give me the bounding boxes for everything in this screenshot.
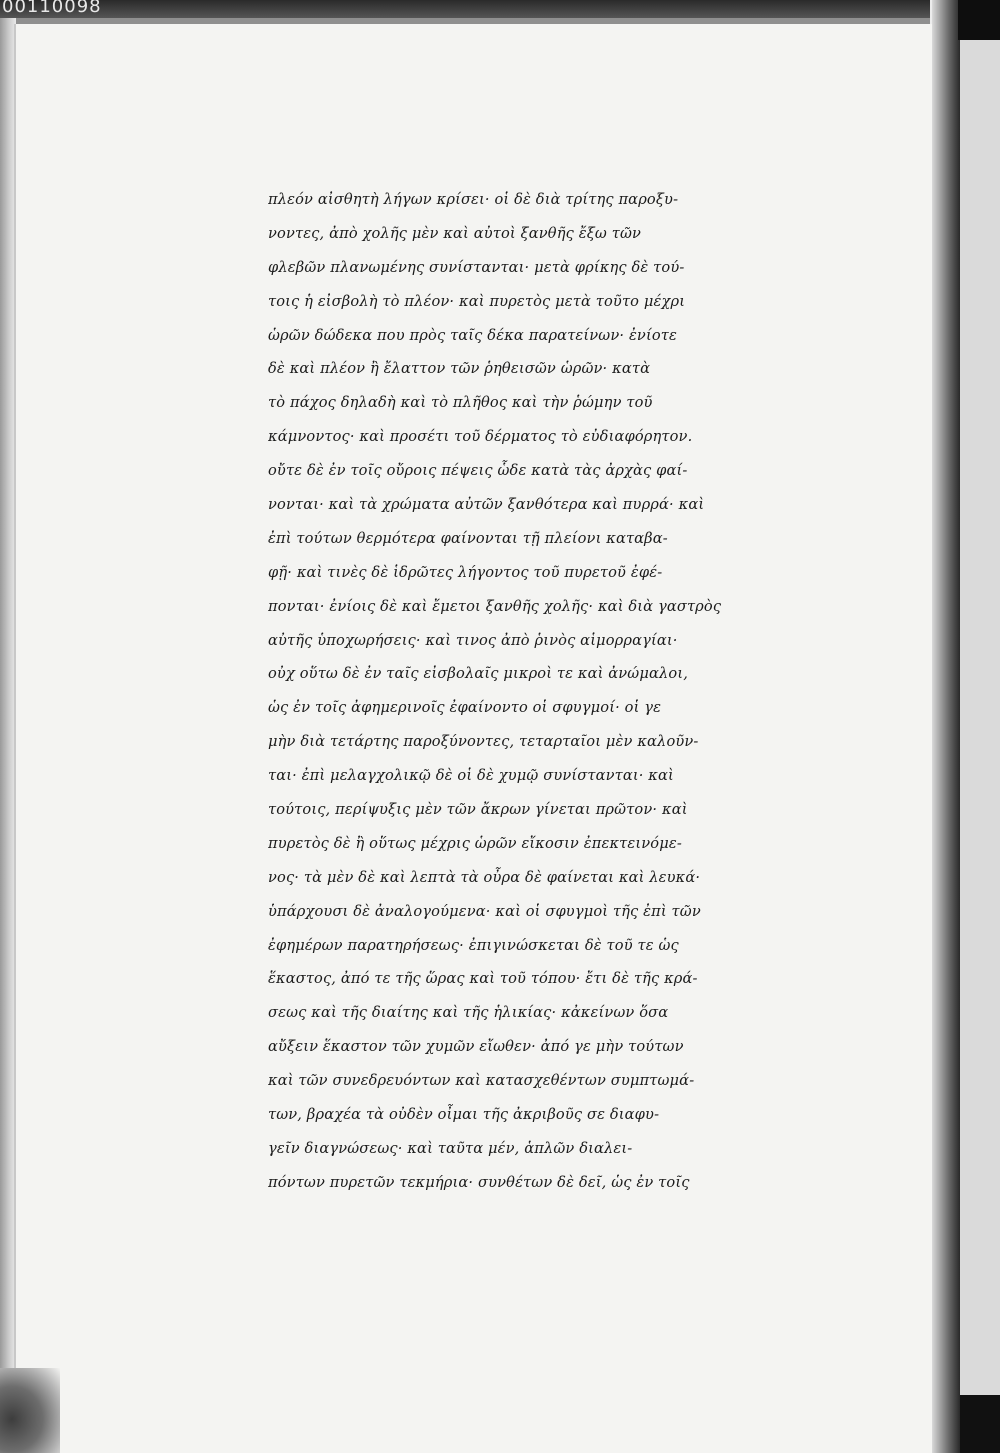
manuscript-line: τὸ πάχος δηλαδὴ καὶ τὸ πλῆθος καὶ τὴν ῥώμην τοῦ bbox=[268, 394, 653, 412]
manuscript-line: τούτοις, περίψυξις μὲν τῶν ἄκρων γίνεται πρῶτον· καὶ bbox=[268, 801, 688, 819]
manuscript-line: τοις ἡ εἰσβολὴ τὸ πλέον· καὶ πυρετὸς μετὰ τοῦτο μέχρι bbox=[268, 292, 686, 310]
scan-tab-top bbox=[958, 0, 1000, 40]
scan-tab-bottom bbox=[960, 1395, 1000, 1453]
next-page-edge bbox=[960, 0, 1000, 1453]
manuscript-line: καὶ τῶν συνεδρευόντων καὶ κατασχεθέντων συμπτωμά- bbox=[268, 1072, 695, 1090]
manuscript-line: ἕκαστος, ἀπό τε τῆς ὥρας καὶ τοῦ τόπου· ἔτι δὲ τῆς κρά- bbox=[268, 970, 698, 988]
manuscript-line: ἐφημέρων παρατηρήσεως· ἐπιγινώσκεται δὲ τοῦ τε ὡς bbox=[268, 936, 679, 954]
manuscript-line: μὴν διὰ τετάρτης παροξύνοντες, τεταρταῖοι μὲν καλοῦν- bbox=[268, 733, 699, 751]
manuscript-line: οὐχ οὕτω δὲ ἐν ταῖς εἰσβολαῖς μικροὶ τε καὶ ἀνώμαλοι, bbox=[268, 665, 688, 683]
manuscript-line: κάμνοντος· καὶ προσέτι τοῦ δέρματος τὸ εὐδιαφόρητον. bbox=[268, 428, 693, 446]
manuscript-line: δὲ καὶ πλέον ἢ ἔλαττον τῶν ῥηθεισῶν ὡρῶν· κατὰ bbox=[268, 360, 651, 378]
shelfmark-number: 00110098 bbox=[2, 0, 102, 17]
manuscript-line: οὔτε δὲ ἐν τοῖς οὔροις πέψεις ὧδε κατὰ τὰς ἀρχὰς φαί- bbox=[268, 462, 688, 480]
manuscript-line: ὡς ἐν τοῖς ἀφημερινοῖς ἐφαίνοντο οἱ σφυγμοί· οἱ γε bbox=[268, 699, 662, 717]
scan-top-band bbox=[0, 0, 1000, 18]
manuscript-line: πόντων πυρετῶν τεκμήρια· συνθέτων δὲ δεῖ, ὡς ἐν τοῖς bbox=[268, 1173, 690, 1191]
manuscript-line: νοντες, ἀπὸ χολῆς μὲν καὶ αὐτοὶ ξανθῆς ἔξω τῶν bbox=[268, 224, 642, 242]
manuscript-line: φλεβῶν πλανωμένης συνίστανται· μετὰ φρίκης δὲ τού- bbox=[268, 258, 685, 276]
manuscript-line: γεῖν διαγνώσεως· καὶ ταῦτα μέν, ἁπλῶν διαλει- bbox=[268, 1139, 633, 1157]
handwritten-text-block bbox=[268, 183, 840, 1200]
manuscript-line: ἐπὶ τούτων θερμότερα φαίνονται τῇ πλείονι καταβα- bbox=[268, 529, 668, 547]
manuscript-line: ὑπάρχουσι δὲ ἀναλογούμενα· καὶ οἱ σφυγμοὶ τῆς ἐπὶ τῶν bbox=[268, 902, 701, 920]
manuscript-line: ται· ἐπὶ μελαγχολικῷ δὲ οἱ δὲ χυμῷ συνίστανται· καὶ bbox=[268, 767, 674, 785]
manuscript-line: νος· τὰ μὲν δὲ καὶ λεπτὰ τὰ οὖρα δὲ φαίνεται καὶ λευκά· bbox=[268, 868, 701, 886]
manuscript-line: των, βραχέα τὰ οὐδὲν οἶμαι τῆς ἀκριβοῦς σε διαφυ- bbox=[268, 1106, 660, 1124]
holder-thumb bbox=[0, 1368, 60, 1453]
page-gutter-shadow bbox=[932, 0, 962, 1453]
manuscript-line: πυρετὸς δὲ ἢ οὕτως μέχρις ὡρῶν εἴκοσιν ἐπεκτεινόμε- bbox=[268, 834, 682, 852]
manuscript-line: πονται· ἐνίοις δὲ καὶ ἔμετοι ξανθῆς χολῆς· καὶ διὰ γαστρὸς bbox=[268, 597, 722, 615]
manuscript-line: αὐτῆς ὑποχωρήσεις· καὶ τινος ἀπὸ ῥινὸς αἱμορραγίαι· bbox=[268, 631, 678, 649]
manuscript-line: πλεόν αἰσθητὴ λήγων κρίσει· οἱ δὲ διὰ τρίτης παροξυ- bbox=[268, 191, 679, 208]
manuscript-line: φῇ· καὶ τινὲς δὲ ἱδρῶτες λήγοντος τοῦ πυρετοῦ ἐφέ- bbox=[268, 563, 663, 581]
manuscript-line: ὡρῶν δώδεκα που πρὸς ταῖς δέκα παρατείνων· ἐνίοτε bbox=[268, 326, 677, 344]
manuscript-line: αὔξειν ἕκαστον τῶν χυμῶν εἴωθεν· ἀπό γε μὴν τούτων bbox=[268, 1038, 684, 1056]
manuscript-line: σεως καὶ τῆς διαίτης καὶ τῆς ἡλικίας· κἀκείνων ὅσα bbox=[268, 1004, 669, 1022]
manuscript-line: νονται· καὶ τὰ χρώματα αὐτῶν ξανθότερα καὶ πυρρά· καὶ bbox=[268, 496, 705, 514]
